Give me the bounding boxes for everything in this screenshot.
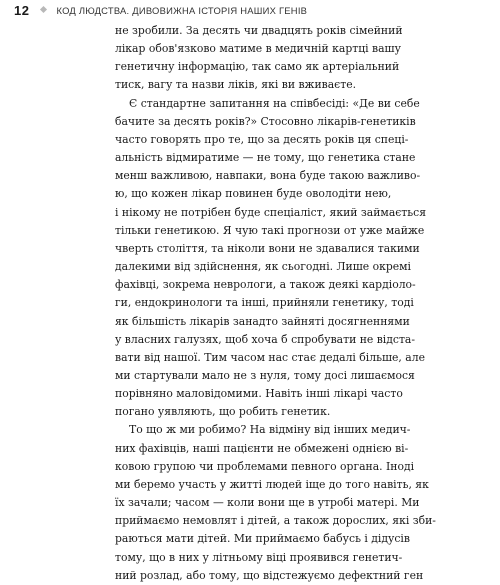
text-line: ми стартували мало не з нуля, тому досі лишаємося	[115, 368, 415, 382]
text-line: ми беремо участь у житті людей іще до того навіть, як	[115, 477, 429, 491]
text-line: далекими від здійснення, як сьогодні. Лише окремі	[115, 260, 412, 274]
text-line: приймаємо немовлят і дітей, а також дорослих, які зби-	[115, 514, 436, 528]
body-text	[115, 22, 436, 585]
text-line: чверть століття, та ніколи вони не здавалися такими	[115, 241, 420, 255]
text-line: менш важливою, навпаки, вона буде такою важливо-	[115, 169, 421, 183]
text-line: не зробили. За десять чи двадцять років сімейний	[115, 24, 403, 37]
text-line: ковою групою чи проблемами певного органа. Іноді	[115, 459, 415, 473]
text-line: ний розлад, або тому, що відстежуємо дефектний ген	[115, 568, 424, 582]
text-line: фахівці, зокрема неврологи, а також деякі кардіоло-	[115, 278, 416, 292]
page-header	[14, 0, 307, 20]
text-line: вати від нашої. Тим часом нас стає дедалі більше, але	[115, 350, 425, 364]
text-line: альність відмиратиме — не тому, що генетика стане	[115, 151, 416, 165]
paragraph-2	[115, 95, 427, 422]
text-line: ги, ендокринологи та інші, прийняли генетику, тоді	[115, 296, 414, 310]
text-line: бачите за десять років?» Стосовно лікарів-генетиків	[115, 114, 416, 128]
page-number: 12	[14, 2, 30, 18]
text-line: тільки генетикою. Я чую такі прогнози от уже майже	[115, 223, 425, 237]
text-line: їх зачали; часом — коли вони ще в утробі матері. Ми	[115, 496, 420, 510]
paragraph-1	[115, 22, 403, 95]
running-title: КОД ЛЮДСТВА. ДИВОВИЖНА ІСТОРІЯ НАШИХ ГЕНІВ	[56, 4, 308, 16]
text-line: ю, що кожен лікар повинен буде оволодіти нею,	[115, 187, 392, 201]
text-line: і нікому не потрібен буде спеціаліст, який займається	[115, 205, 427, 219]
text-line: лікар обов'язково матиме в медичній картці вашу	[115, 42, 401, 56]
text-line: у власних галузях, щоб хоча б спробувати не відста-	[115, 332, 416, 346]
text-line: погано уявляють, що робить генетик.	[115, 405, 331, 419]
text-line: як більшість лікарів занадто зайняті досягненнями	[115, 314, 410, 328]
text-line: раються мати дітей. Ми приймаємо бабусь і дідусів	[115, 532, 410, 546]
text-line: тиск, вагу та назви ліків, які ви вживаєте.	[115, 78, 357, 92]
text-line: порівняно маловідомими. Навіть інші лікарі часто	[115, 387, 403, 401]
text-line: часто говорять про те, що за десять років ця спеці-	[115, 132, 409, 146]
text-line: тому, що в них у літньому віці проявився генетич-	[115, 550, 403, 564]
paragraph-3	[115, 421, 436, 584]
text-line: генетичну інформацію, так само як артеріальний	[115, 60, 400, 74]
text-line: них фахівців, наші пацієнти не обмежені однією ві-	[115, 441, 409, 455]
text-line: То що ж ми робимо? На відміну від інших медич-	[129, 423, 411, 437]
text-line: Є стандартне запитання на співбесіді: «Де ви себе	[129, 96, 420, 110]
diamond-divider-icon	[38, 5, 48, 15]
